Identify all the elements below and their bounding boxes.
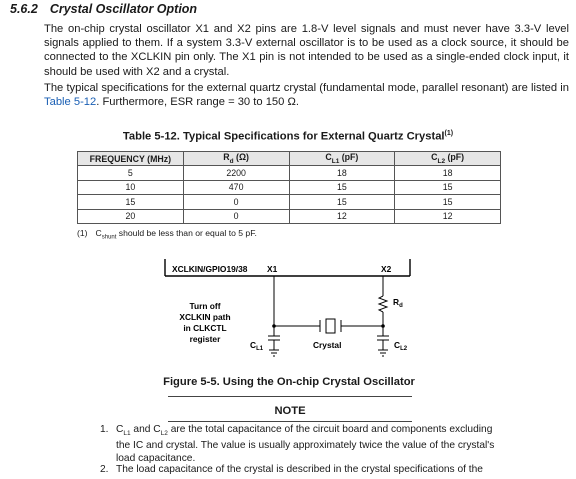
section-title: Crystal Oscillator Option — [49, 2, 198, 16]
pin-label-x2: X2 — [381, 264, 392, 274]
header-cl1-main: C — [325, 152, 332, 163]
resistor-rd — [379, 296, 387, 312]
table-title-footnote-ref: (1) — [444, 130, 454, 137]
note-item-body: are the total capacitance of the circuit board and components excluding the IC and crystal. The value is usually approximately twice the value of the crystal's load capacitance. — [116, 424, 495, 464]
ground-cl2-icon — [378, 350, 388, 356]
table-cell: 10 — [78, 180, 184, 194]
note-divider-bottom — [168, 421, 412, 422]
turnoff-line: Turn off — [189, 301, 221, 311]
header-cl2 — [395, 152, 501, 166]
figure-caption: Figure 5-5. Using the On-chip Crystal Oscillator — [163, 376, 415, 388]
note-and: and — [130, 424, 154, 435]
note-item-text: The load capacitance of the crystal is described in the crystal specifications of the — [116, 464, 483, 475]
paragraph-specs-text: The typical specifications for the external quartz crystal (fundamental mode, parallel resonant) are listed in — [44, 82, 569, 94]
circuit-wires — [274, 276, 383, 336]
cl2-label: $C_{L2}$ — [394, 340, 408, 352]
table-link[interactable]: Table 5-12 — [44, 96, 97, 109]
table-cell: 0 — [183, 195, 289, 209]
table-cell: 15 — [289, 195, 395, 209]
table-header-row — [78, 152, 501, 166]
table-cell: 470 — [183, 180, 289, 194]
note-item-number: 2. — [100, 464, 109, 475]
header-rd — [183, 152, 289, 166]
section-number: 5.6.2 — [10, 2, 38, 16]
section-heading — [10, 2, 197, 16]
header-cl1-sub: L1 — [331, 158, 340, 166]
header-cl2-unit: (pF) — [445, 152, 465, 163]
crystal-spec-table — [77, 151, 501, 224]
footnote-sub: shunt — [101, 234, 117, 241]
pin-label-x1: X1 — [267, 264, 278, 274]
table-cell: 5 — [78, 166, 184, 180]
turnoff-line: in CLKCTL — [183, 323, 227, 333]
header-rd-main: R — [223, 152, 230, 163]
table-cell: 15 — [395, 195, 501, 209]
table-footnote — [77, 228, 257, 241]
table-cell: 12 — [395, 209, 501, 223]
header-cl1 — [289, 152, 395, 166]
cl1-label: $C_{L1}$ — [250, 340, 264, 352]
turnoff-line: register — [189, 334, 221, 344]
header-cl2-sub: L2 — [437, 158, 446, 166]
crystal-label: Crystal — [313, 340, 342, 350]
table-title — [0, 130, 576, 143]
table-cell: 20 — [78, 209, 184, 223]
ground-cl1-icon — [269, 350, 279, 356]
table-row — [78, 209, 501, 223]
note-item-number: 1. — [100, 424, 109, 435]
pin-label-xclkin: XCLKIN/GPIO19/38 — [172, 264, 248, 274]
capacitor-cl2-icon — [377, 336, 389, 350]
note-c1-main: C — [116, 424, 124, 435]
table-cell: 18 — [289, 166, 395, 180]
note-divider-top — [168, 396, 412, 397]
note-c2-sub: L2 — [160, 430, 168, 438]
footnote-text: should be less than or equal to 5 pF. — [116, 228, 257, 238]
note-c2-main: C — [153, 424, 161, 435]
footnote-number: (1) — [77, 228, 88, 238]
table-cell: 2200 — [183, 166, 289, 180]
table-cell: 18 — [395, 166, 501, 180]
table-row — [78, 195, 501, 209]
table-row — [78, 166, 501, 180]
capacitor-cl1-icon — [268, 336, 280, 350]
footnote-c: C — [95, 228, 102, 238]
turnoff-line: XCLKIN path — [179, 312, 231, 322]
turnoff-note — [179, 301, 230, 344]
table-row — [78, 180, 501, 194]
paragraph-specs — [44, 81, 569, 109]
table-cell: 15 — [395, 180, 501, 194]
header-rd-unit: (Ω) — [233, 152, 249, 163]
note-item — [100, 464, 508, 476]
note-c1-sub: L1 — [123, 430, 131, 438]
header-rd-sub: d — [229, 158, 234, 166]
note-item — [100, 424, 508, 465]
header-frequency-text: FREQUENCY (MHz) — [89, 153, 172, 164]
header-cl1-unit: (pF) — [339, 152, 359, 163]
paragraph-oscillator: The on-chip crystal oscillator X1 and X2 pins are 1.8-V level signals and must never have 3.3-V level signals applied to them. If a system 3.3-V external oscillator is to be used as a clock source, it should be connected to the XCLKIN pin only. The X1 pin is not intended to be used as a single-ended clock input, it should be used with X2 and a crystal. — [44, 23, 569, 78]
header-cl2-main: C — [431, 152, 438, 163]
paragraph-specs-text-end: . Furthermore, ESR range = 30 to 150 Ω. — [96, 96, 299, 109]
rd-label: $R_d$ — [393, 297, 403, 309]
table-cell: 15 — [78, 195, 184, 209]
note-title: NOTE — [274, 405, 306, 417]
table-cell: 15 — [289, 180, 395, 194]
table-cell: 0 — [183, 209, 289, 223]
table-cell: 12 — [289, 209, 395, 223]
header-frequency — [78, 152, 184, 166]
crystal-oscillator-circuit — [150, 256, 420, 374]
crystal-icon — [320, 319, 341, 333]
table-title-text: Table 5-12. Typical Specifications for External Quartz Crystal — [122, 130, 445, 143]
note-item-text — [116, 424, 508, 465]
